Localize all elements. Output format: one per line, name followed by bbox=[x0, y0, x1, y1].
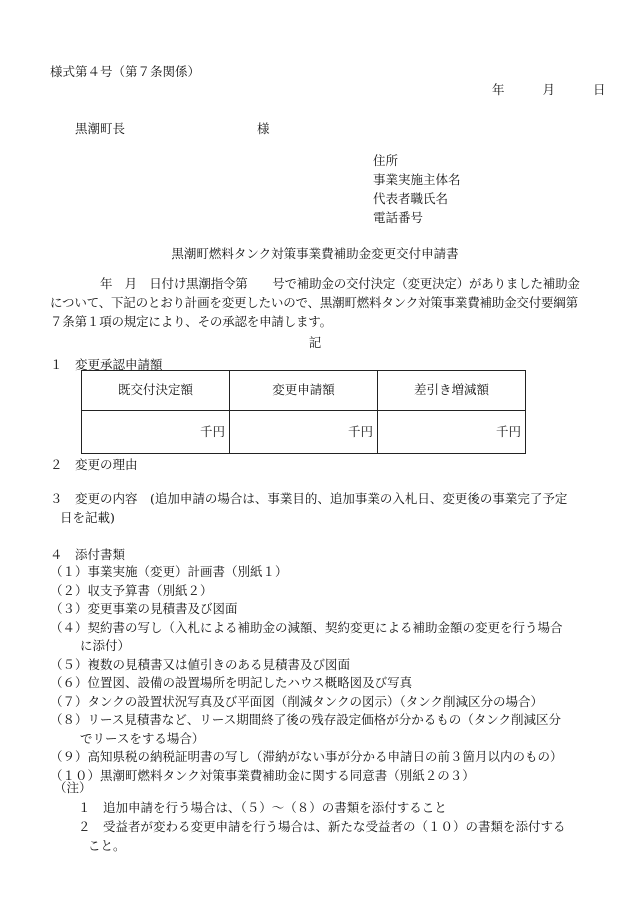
section-3-line2: 日を記載) bbox=[60, 510, 115, 525]
note-item bbox=[78, 817, 588, 855]
section-2-heading: ２ 変更の理由 bbox=[50, 457, 138, 472]
list-item-text: （２）収支予算書（別紙２） bbox=[50, 582, 213, 598]
date-day: 日 bbox=[592, 82, 606, 97]
note-item bbox=[78, 798, 588, 817]
section-1-heading: １ 変更承認申請額 bbox=[50, 357, 163, 372]
list-item bbox=[50, 674, 595, 693]
recipient-honorific: 様 bbox=[257, 121, 270, 136]
list-item-text: （４）契約書の写し（入札による補助金の減額、契約変更による補助金額の変更を行う場合 bbox=[50, 619, 563, 635]
document-title: 黒潮町燃料タンク対策事業費補助金変更交付申請書 bbox=[171, 246, 459, 261]
ki-marker: 記 bbox=[308, 335, 322, 350]
applicant-phone-label: 電話番号 bbox=[373, 210, 424, 225]
list-item-text: （５）複数の見積書又は値引きのある見積書及び図面 bbox=[50, 656, 351, 672]
applicant-representative-label: 代表者職氏名 bbox=[373, 191, 449, 206]
list-item bbox=[50, 693, 595, 712]
date-month: 月 bbox=[542, 82, 555, 97]
note-continuation: こと。 bbox=[88, 838, 126, 853]
date-year: 年 bbox=[492, 82, 505, 97]
section-4-heading: ４ 添付書類 bbox=[50, 547, 126, 562]
list-item-text: （１０）黒潮町燃料タンク対策事業費補助金に関する同意書（別紙２の３） bbox=[50, 767, 475, 783]
note-text: ２ 受益者が変わる変更申請を行う場合は、新たな受益者の（１０）の書類を添付する bbox=[78, 819, 566, 834]
note-text: １ 追加申請を行う場合は、（５）～（８）の書類を添付すること bbox=[78, 800, 447, 815]
value-cell-requested: 千円 bbox=[230, 411, 378, 454]
list-item-text: （７）タンクの設置状況写真及び平面図（削減タンクの図示）（タンク削減区分の場合） bbox=[50, 693, 544, 709]
list-item bbox=[50, 767, 595, 786]
list-item-continuation: でリースをする場合） bbox=[80, 730, 205, 746]
value-cell-prior: 千円 bbox=[82, 411, 230, 454]
value-cell-difference: 千円 bbox=[378, 411, 526, 454]
list-item bbox=[50, 563, 595, 582]
list-item bbox=[50, 656, 595, 675]
applicant-address-label: 住所 bbox=[373, 153, 399, 168]
list-item bbox=[50, 619, 595, 656]
list-item-text: （３）変更事業の見積書及び図面 bbox=[50, 601, 238, 616]
recipient bbox=[75, 121, 270, 137]
table-header-row bbox=[82, 371, 526, 411]
section-3-heading bbox=[50, 489, 590, 527]
list-item-text: （６）位置図、設備の設置場所を明記したハウス概略図及び写真 bbox=[50, 675, 413, 690]
header-cell-difference: 差引き増減額 bbox=[378, 371, 526, 411]
header-cell-requested: 変更申請額 bbox=[230, 371, 378, 411]
notes-list bbox=[78, 798, 588, 855]
attachment-list bbox=[50, 563, 595, 785]
list-item bbox=[50, 711, 595, 748]
applicant-entity-label: 事業実施主体名 bbox=[373, 172, 461, 187]
section-3-line1: ３ 変更の内容 (追加申請の場合は、事業目的、追加事業の入札日、変更後の事業完了予定 bbox=[50, 491, 568, 506]
list-item-continuation: に添付） bbox=[80, 638, 131, 653]
date-line bbox=[492, 82, 605, 98]
applicant-block bbox=[373, 153, 461, 229]
recipient-name: 黒潮町長 bbox=[75, 121, 126, 136]
list-item bbox=[50, 748, 595, 767]
list-item-text: （１）事業実施（変更）計画書（別紙１） bbox=[50, 564, 288, 579]
table-value-row bbox=[82, 411, 526, 454]
list-item-text: （８）リース見積書など、リース期間終了後の残存設定価格が分かるもの（タンク削減区分 bbox=[50, 712, 562, 727]
notes-heading: （注） bbox=[54, 780, 92, 795]
header-cell-prior: 既交付決定額 bbox=[82, 371, 230, 411]
list-item bbox=[50, 600, 595, 619]
list-item bbox=[50, 582, 595, 601]
list-item-text: （９）高知県税の納税証明書の写し（滞納がない事が分かる申請日の前３箇月以内のもの） bbox=[50, 749, 563, 764]
body-paragraph: 年 月 日付け黒潮指令第 号で補助金の交付決定（変更決定）がありました補助金について、下記のとおり計画を変更したいので、黒潮町燃料タンク対策事業費補助金交付要綱第７条第１項の規定により、その承認を申請します。 bbox=[50, 276, 580, 329]
amount-table bbox=[81, 370, 526, 454]
form-label: 様式第４号（第７条関係） bbox=[50, 64, 201, 79]
